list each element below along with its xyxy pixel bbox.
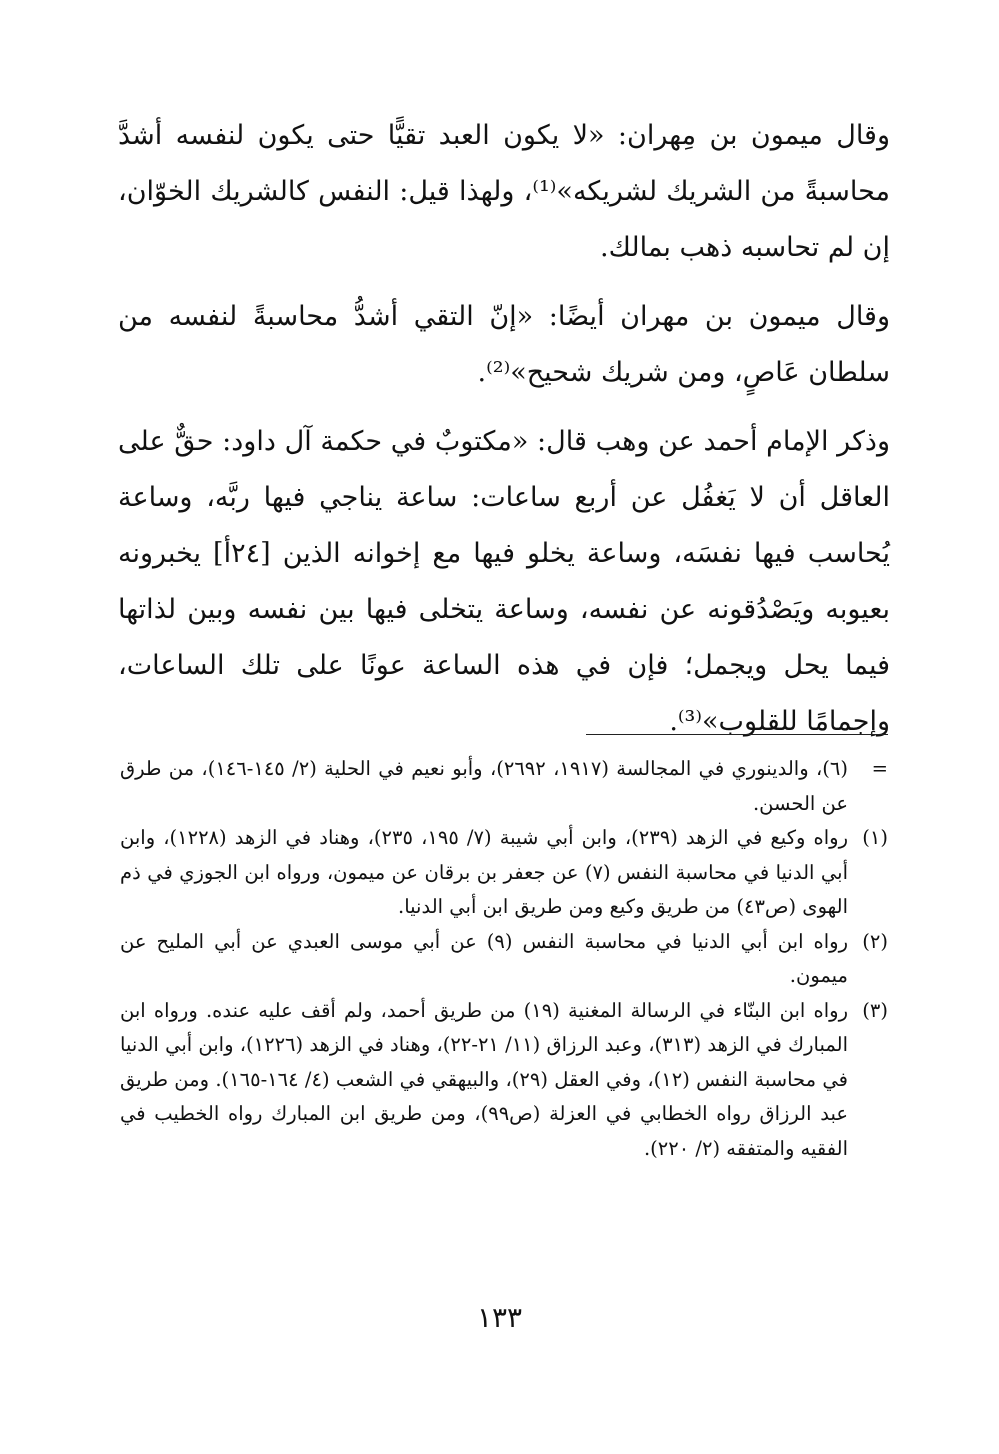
footnote-marker: (١)	[862, 826, 888, 849]
footnote-3	[120, 994, 888, 1167]
footnote-text: رواه ابن أبي الدنيا في محاسبة النفس (٩) عن أبي موسى العبدي عن أبي المليح عن ميمون.	[120, 929, 849, 987]
footnote-text: رواه وكيع في الزهد (٢٣٩)، وابن أبي شيبة (٧/ ١٩٥، ٢٣٥)، وهناد في الزهد (١٢٢٨)، وابن أبي الدنيا في محاسبة النفس (٧) عن جعفر بن برقان عن ميمون، ورواه ابن الجوزي في ذم الهوى (ص٤٣) من طريق وكيع ومن طريق ابن أبي الدنيا.	[120, 826, 848, 918]
paragraph-wahb: وذكر الإمام أحمد عن وهب قال: «مكتوبٌ في حكمة آل داود: حقٌّ على العاقل أن لا يَغفُل عن أربع ساعات: ساعة يناجي فيها ربَّه، وساعة يُحاسب فيها نفسَه، وساعة يخلو فيها مع إخوانه الذين [٢٤أ] يخبرونه بعيوبه ويَصْدُقونه عن نفسه، وساعة يتخلى فيها بين نفسه وبين لذاتها فيما يحل ويجمل؛ فإن في هذه الساعة عونًا على تلك الساعات، وإجمامًا للقلوب»⁽³⁾.	[118, 426, 890, 737]
footnote-marker: (٣)	[862, 998, 888, 1022]
footnote-marker: (٢)	[862, 929, 888, 953]
footnotes	[120, 752, 888, 1166]
page-number: ١٣٣	[476, 1301, 523, 1334]
main-text	[118, 108, 890, 750]
footnote-2	[120, 925, 888, 994]
paragraph-maymun-2: وقال ميمون بن مهران أيضًا: «إنّ التقي أشدُّ محاسبةً لنفسه من سلطان عَاصٍ، ومن شريك شحيح»⁽²⁾.	[118, 301, 890, 388]
footnote-continuation	[120, 752, 888, 821]
footnote-text: رواه ابن البنّاء في الرسالة المغنية (١٩) من طريق أحمد، ولم أقف عليه عنده. ورواه ابن المبارك في الزهد (٣١٣)، وعبد الرزاق (١١/ ٢١-٢٢)، وهناد في الزهد (١٢٢٦)، وابن أبي الدنيا في محاسبة النفس (١٢)، وفي العقل (٢٩)، والبيهقي في الشعب (٤/ ١٦٤-١٦٥). ومن طريق عبد الرزاق رواه الخطابي في العزلة (ص٩٩)، ومن طريق ابن المبارك رواه الخطيب في الفقيه والمتفقه (٢/ ٢٢٠).	[120, 998, 848, 1160]
paragraph-maymun-1: وقال ميمون بن مِهران: «لا يكون العبد تقيًّا حتى يكون لنفسه أشدَّ محاسبةً من الشريك لشريكه»⁽¹⁾، ولهذا قيل: النفس كالشريك الخوّان، إن لم تحاسبه ذهب بمالك.	[118, 120, 890, 263]
footnote-marker: =	[871, 757, 888, 780]
footnote-1	[120, 821, 888, 925]
footnote-divider	[586, 734, 888, 735]
footnote-text: (٦)، والدينوري في المجالسة (١٩١٧، ٢٦٩٢)، وأبو نعيم في الحلية (٢/ ١٤٥-١٤٦)، من طرق عن الحسن.	[120, 757, 848, 815]
